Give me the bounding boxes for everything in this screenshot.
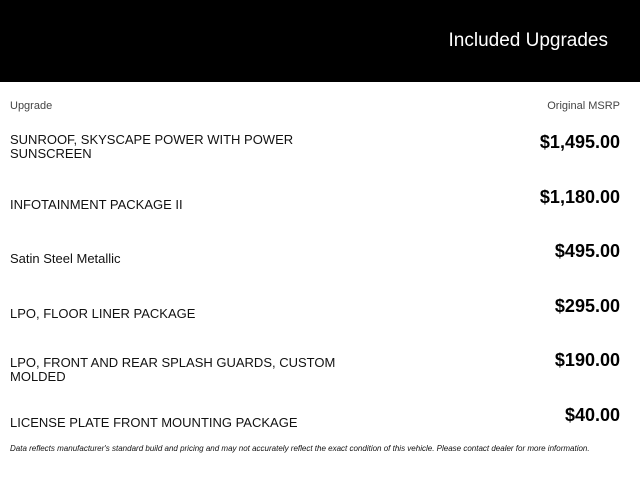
upgrade-name: SUNROOF, SKYSCAPE POWER WITH POWER SUNSCREEN (10, 132, 294, 161)
upgrade-name: LICENSE PLATE FRONT MOUNTING PACKAGE (10, 414, 298, 430)
upgrade-price: $1,180.00 (539, 186, 620, 207)
upgrade-price: $1,495.00 (539, 132, 620, 152)
upgrade-row (10, 397, 620, 452)
upgrade-price: $295.00 (554, 295, 620, 316)
disclaimer-text: Data reflects manufacturer's standard build and pricing and may not accurately reflect the exact condition of this vehicle. Please contact dealer for more information. (10, 444, 590, 453)
page-title: Included Upgrades (448, 30, 608, 51)
upgrade-row (10, 124, 620, 179)
upgrade-price: $495.00 (554, 241, 620, 261)
upgrade-list (10, 124, 620, 451)
upgrade-name: LPO, FLOOR LINER PACKAGE (10, 305, 196, 321)
upgrade-row (10, 342, 620, 397)
upgrade-row (10, 179, 620, 234)
upgrade-price: $40.00 (564, 404, 620, 425)
upgrade-name: INFOTAINMENT PACKAGE II (10, 196, 183, 212)
column-headers (10, 100, 620, 114)
upgrade-name: Satin Steel Metallic (10, 251, 121, 266)
header-bar (0, 0, 640, 82)
column-header-msrp: Original MSRP (547, 100, 620, 112)
column-header-upgrade: Upgrade (10, 100, 53, 112)
upgrade-row (10, 288, 620, 343)
upgrade-price: $190.00 (554, 350, 620, 370)
upgrade-name: LPO, FRONT AND REAR SPLASH GUARDS, CUSTOM MOLDED (10, 355, 336, 384)
upgrade-row (10, 233, 620, 288)
